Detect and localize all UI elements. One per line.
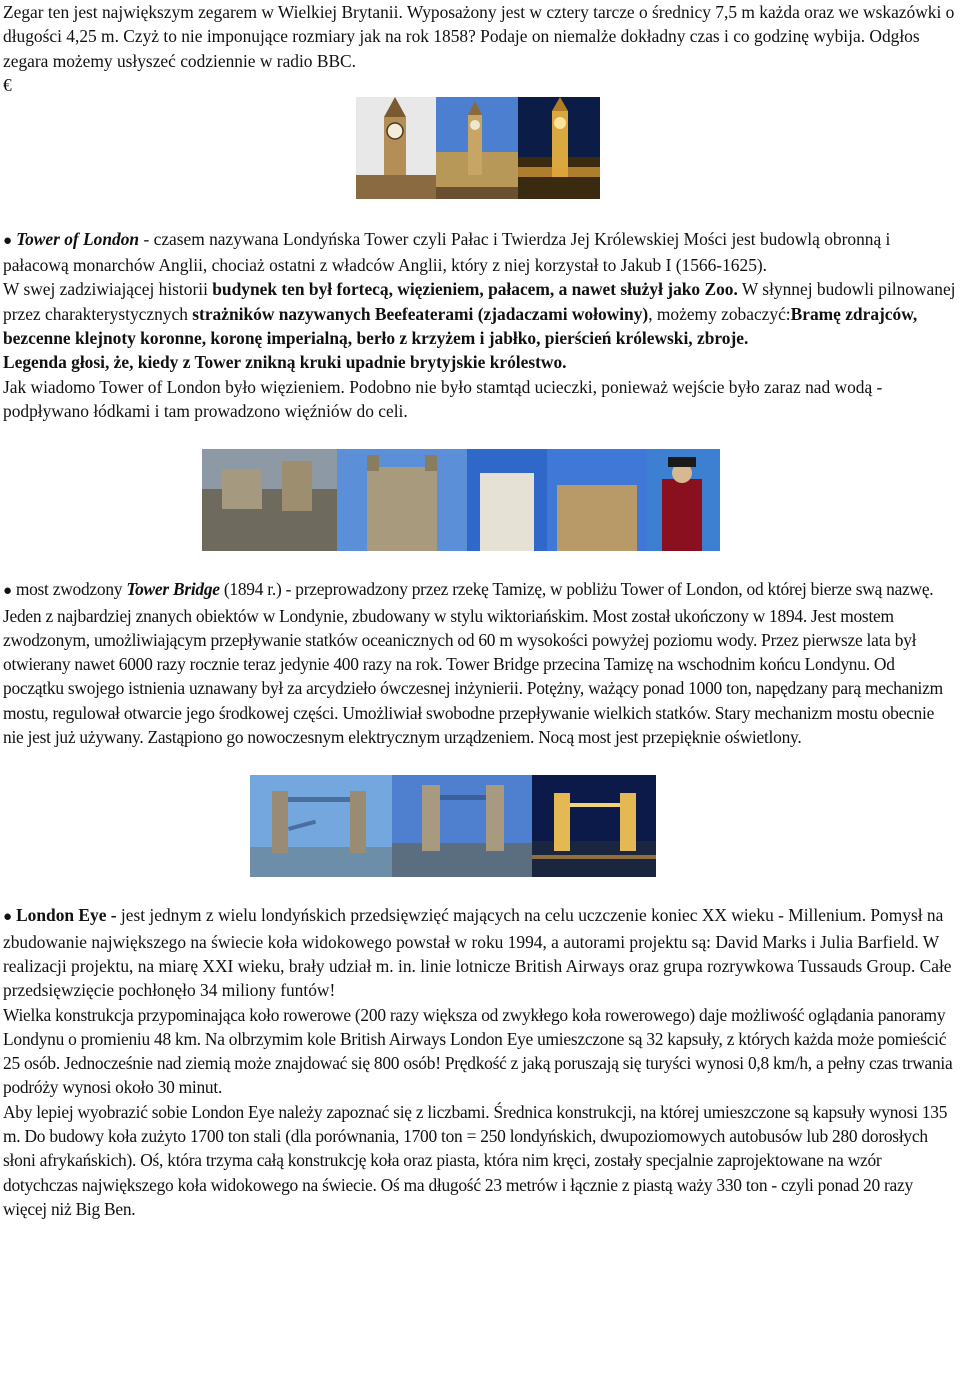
bigben-photo-row [0,97,958,199]
eye-intro-paragraph [3,903,958,1002]
eye-construction-text: Wielka konstrukcja przypominająca koło rowerowe (200 razy większa od zwykłego koła rowerowego) daje możliwość oglądania panoramy Londynu o promieniu 48 km. Na olbrzymim kole British Airways London Eye umieszczone są 32 kapsuły, z których każda może pomieścić 25 osób. Jednocześnie nad ziemią może znajdować się 800 osób! Prędkość z jaką poruszają się turyści wynosi 0,8 km/h, a pełny czas trwania podróży wynosi około 30 minut. [3,1004,953,1098]
tower-legend-text: Legenda głosi, że, kiedy z Tower znikną kruki upadnie brytyjskie królestwo. [3,352,567,373]
eye-numbers-paragraph [3,1100,958,1221]
tower-legend-paragraph [3,350,958,374]
euro-line [3,73,958,97]
tower-history-text-a: W swej zadziwiającej historii [3,279,213,300]
tower-history-bold-f: Bramę zdrajców, bezcenne klejnoty koronne, koronę imperialną, berło z krzyżem i jabłko, pierścień królewski, zbroje. [3,303,918,349]
bridge-paragraph [3,577,958,749]
bridge-photos-image [250,775,656,877]
tower-title: Tower of London [16,228,140,249]
bigben-text: Zegar ten jest największym zegarem w Wielkiej Brytanii. Wyposażony jest w cztery tarcze o średnicy 7,5 m każda oraz we wskazówki o długości 4,25 m. Czyż to nie imponujące rozmiary jak na rok 1858? Podaje on niemalże dokładny czas i co godzinę wybija. Odgłos zegara możemy usłyszeć codziennie w radio BBC. [3,2,955,71]
tower-photos-image [202,449,720,551]
bullet-icon: ● [3,909,13,926]
document-page [3,0,958,1221]
bigben-photos-image [356,97,600,199]
bridge-photo-row [0,775,958,877]
bridge-prefix: most zwodzony [15,579,127,600]
tower-history-bold-b: budynek ten był fortecą, więzieniem, pałacem, a nawet służył jako Zoo. [212,279,738,300]
bullet-icon: ● [3,232,13,249]
eye-title: London Eye - [16,905,117,926]
bigben-paragraph [3,0,958,73]
tower-intro-paragraph [3,227,958,278]
tower-history-bold-d: strażników nazywanych Beefeaterami (zjadaczami wołowiny) [192,303,649,324]
tower-prison-paragraph [3,375,958,424]
euro-symbol: € [3,74,12,95]
eye-intro-text: jest jednym z wielu londyńskich przedsięwzięć mających na celu uczczenie koniec XX wieku - Millenium. Pomysł na zbudowanie największego na świecie koła widokowego powstał w roku 1994, a autorami projektu są: David Marks i Julia Barfield. W realizacji projektu, na miarę XXI wieku, brały udział m. in. linie lotnicze British Airways oraz grupa rozrywkowa Tussauds Group. Całe przedsięwzięcie pochłonęło 34 miliony funtów! [3,905,952,1001]
tower-intro-text: - czasem nazywana Londyńska Tower czyli Pałac i Twierdza Jej Królewskiej Mości jest budowlą obronną i pałacową monarchów Anglii, chociaż ostatni z władców Anglii, który z niej korzystał to Jakub I (1566-1625). [3,228,891,276]
tower-history-paragraph [3,277,958,350]
bridge-text: (1894 r.) - przeprowadzony przez rzekę Tamizę, w pobliżu Tower of London, od której bierze swą nazwę. Jeden z najbardziej znanych obiektów w Londynie, zbudowany w stylu wiktoriańskim. Most został ukończony w 1894. Jest mostem zwodzonym, umożliwiającym przepływanie statków oceanicznych od 60 m wysokości powyżej poziomu wody. Przez pierwsze lata był otwierany nawet 6000 razy rocznie teraz jedynie 400 razy na rok. Tower Bridge przecina Tamizę na wschodnim końcu Londynu. Od początku swojego istnienia uznawany był za arcydzieło ówczesnej inżynierii. Potężny, ważący ponad 1000 ton, napędzany parą mechanizm mostu, regulował otwarcie jego środkowej części. Umożliwiał swobodne przepływanie wielkich statków. Stary mechanizm mostu obecnie nie jest już używany. Zastąpiono go nowoczesnym elektrycznym urządzeniem. Nocą most jest przepięknie oświetlony. [3,579,943,748]
bridge-title: Tower Bridge [126,579,220,600]
eye-construction-paragraph [3,1003,958,1100]
tower-history-text-e: , możemy zobaczyć: [648,303,791,324]
eye-numbers-text: Aby lepiej wyobrazić sobie London Eye należy zapoznać się z liczbami. Średnica konstrukcji, na której umieszczone są kapsuły wynosi 135 m. Do budowy koła zużyto 1700 ton stali (dla porównania, 1700 ton = 250 londyńskich, dwupoziomowych autobusów lub 280 dorosłych słoni afrykańskich). Oś, która trzyma całą konstrukcję koła oraz piasta, która nim kręci, zostały specjalnie zaprojektowane na wzór dotychczas największego koła widokowego na świecie. Oś ma długość 23 metrów i łącznie z piastą waży 330 ton - czyli ponad 20 razy więcej niż Big Ben. [3,1101,948,1219]
tower-history-text-c: W słynnej budowli pilnowanej przez charakterystycznych [3,279,956,324]
tower-prison-text: Jak wiadomo Tower of London było więzieniem. Podobno nie było stamtąd ucieczki, ponieważ wejście było zaraz nad wodą - podpływano łódkami i tam prowadzono więźniów do celi. [3,376,883,421]
bullet-icon: ● [3,583,12,600]
tower-photo-row [0,449,958,551]
